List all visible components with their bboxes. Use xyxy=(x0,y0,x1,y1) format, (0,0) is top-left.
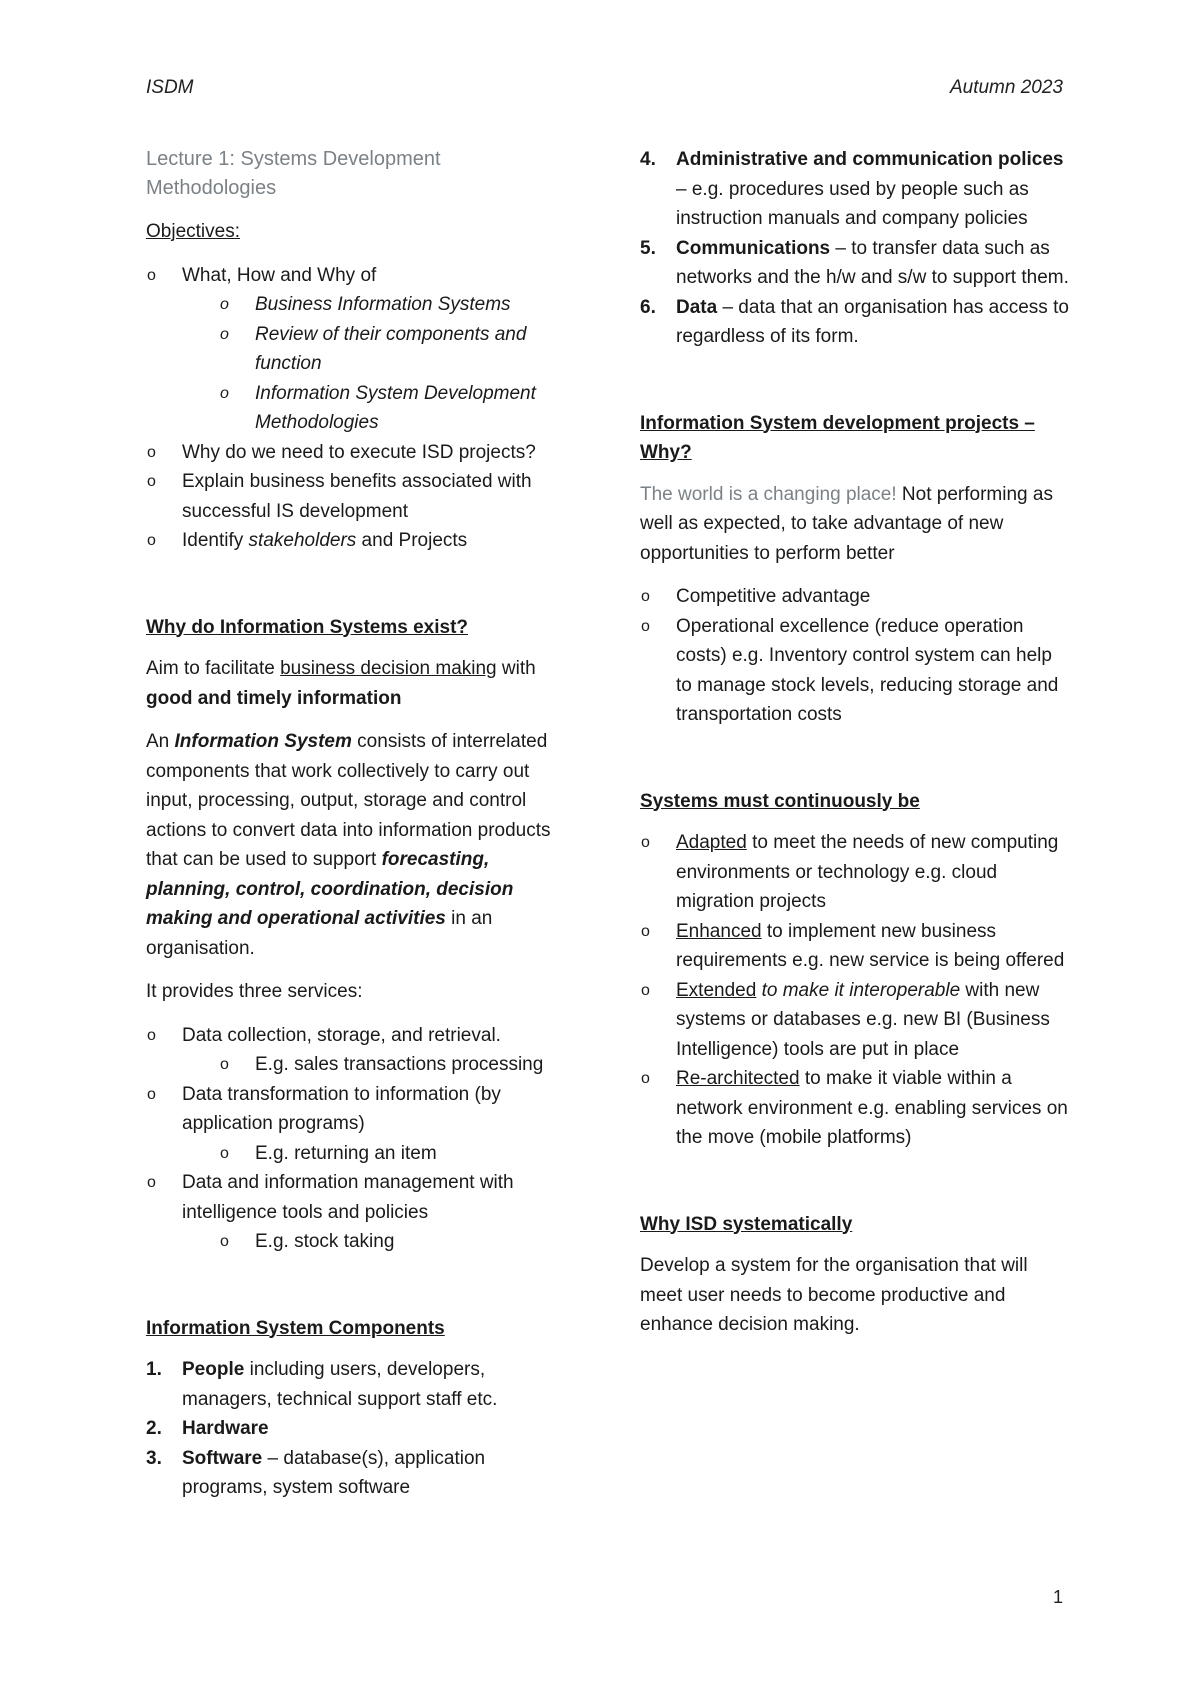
list-item xyxy=(640,1064,1070,1153)
list-item xyxy=(146,379,566,438)
list-item xyxy=(146,320,566,379)
bold-text: good and timely information xyxy=(146,687,402,709)
list-item-text: E.g. returning an item xyxy=(255,1142,437,1164)
list-number: 3. xyxy=(146,1447,162,1469)
list-number: 5. xyxy=(640,237,656,259)
underlined-text: Re-architected xyxy=(676,1068,800,1089)
bold-text: Hardware xyxy=(182,1418,269,1439)
text: to make it viable within a network environment e.g. enabling services on the move (mobile platforms) xyxy=(676,1068,1068,1148)
list-item xyxy=(146,438,566,468)
underlined-text: Adapted xyxy=(676,832,747,853)
section-heading-components: Information System Components xyxy=(146,1317,445,1339)
header-course-code: ISDM xyxy=(146,77,194,98)
list-item xyxy=(146,1227,566,1257)
bold-text: Communications xyxy=(676,237,831,259)
list-number: 4. xyxy=(640,149,656,170)
list-item xyxy=(146,1355,566,1414)
components-list-continued xyxy=(640,145,1070,352)
list-item-text: Identify xyxy=(182,530,249,551)
section-heading-why-exist: Why do Information Systems exist? xyxy=(146,616,468,638)
text: Aim to facilitate xyxy=(146,658,281,679)
list-item-text: E.g. stock taking xyxy=(255,1231,395,1252)
list-item-text: Data transformation to information (by application programs) xyxy=(182,1083,501,1134)
objectives-list xyxy=(146,261,566,556)
bold-text: Data xyxy=(676,296,718,318)
text: Not performing as well as expected, to take advantage of new opportunities to perform better xyxy=(640,483,1053,564)
text: – data that an organisation has access to regardless of its form. xyxy=(676,296,1069,347)
text: to meet the needs of new computing environments or technology e.g. cloud migration projects xyxy=(676,832,1059,912)
continuously-list xyxy=(640,828,1070,1153)
section-heading-projects-why: Information System development projects – Why? xyxy=(640,412,1035,463)
text: An xyxy=(146,731,175,752)
list-item xyxy=(146,1168,566,1227)
bold-text: People xyxy=(182,1359,245,1380)
list-item-text: Explain business benefits associated with successful IS development xyxy=(182,471,532,522)
list-item xyxy=(640,612,1070,730)
list-item xyxy=(640,582,1070,612)
list-item xyxy=(640,828,1070,917)
list-number: 1. xyxy=(146,1359,162,1380)
list-item xyxy=(146,290,566,320)
services-list xyxy=(146,1021,566,1257)
underlined-text: Extended xyxy=(676,979,757,1001)
list-number: 2. xyxy=(146,1418,162,1439)
list-item-text: Business Information Systems xyxy=(255,294,511,315)
list-item-text: Why do we need to execute ISD projects? xyxy=(182,441,536,463)
list-item-text: Information System Development Methodologies xyxy=(255,382,536,433)
list-item xyxy=(146,1050,566,1080)
bold-text: Software xyxy=(182,1447,263,1469)
list-item-text: and Projects xyxy=(356,530,468,551)
list-item xyxy=(146,526,566,556)
italic-text: to make it interoperable xyxy=(756,979,961,1001)
left-column xyxy=(146,145,566,1517)
bold-italic-text: Information System xyxy=(174,731,352,752)
text: to implement new business requirements e.g. new service is being offered xyxy=(676,920,1065,971)
list-item xyxy=(640,234,1070,293)
text: – to transfer data such as networks and the h/w and s/w to support them. xyxy=(676,237,1069,288)
list-item-text: Data collection, storage, and retrieval. xyxy=(182,1024,501,1046)
definition-paragraph xyxy=(146,727,566,963)
list-item-text: Data and information management with intelligence tools and policies xyxy=(182,1172,514,1223)
section-heading-systematically: Why ISD systematically xyxy=(640,1213,853,1235)
bold-text: Administrative and communication polices xyxy=(676,149,1064,170)
right-column xyxy=(640,145,1070,1354)
list-number: 6. xyxy=(640,296,656,318)
page-number: 1 xyxy=(1052,1587,1063,1607)
list-item xyxy=(146,1444,566,1503)
gray-text: The world is a changing place! xyxy=(640,483,897,505)
components-list xyxy=(146,1355,566,1503)
projects-list xyxy=(640,582,1070,730)
text: – database(s), application programs, system software xyxy=(182,1447,486,1498)
list-item xyxy=(640,293,1070,352)
services-intro: It provides three services: xyxy=(146,981,363,1002)
systematically-paragraph: Develop a system for the organisation that will meet user needs to become productive and enhance decision making. xyxy=(640,1255,1028,1335)
list-item xyxy=(146,1414,566,1444)
list-item-text: E.g. sales transactions processing xyxy=(255,1054,544,1075)
aim-paragraph xyxy=(146,654,566,713)
list-item-text: Operational excellence (reduce operation costs) e.g. Inventory control system can help to manage stock levels, reducing storage and transportation costs xyxy=(676,615,1059,725)
list-item xyxy=(146,467,566,526)
section-heading-continuously: Systems must continuously be xyxy=(640,790,920,812)
text: including users, developers, managers, technical support staff etc. xyxy=(182,1359,498,1410)
list-item xyxy=(146,1021,566,1051)
list-item xyxy=(146,1080,566,1139)
header-term: Autumn 2023 xyxy=(949,77,1063,98)
list-item-text: What, How and Why of xyxy=(182,264,377,286)
bold-italic-text: forecasting, planning, control, coordination, decision making and operational activities xyxy=(146,849,514,929)
list-item-text: Competitive advantage xyxy=(676,586,871,607)
list-item xyxy=(640,917,1070,976)
list-item xyxy=(146,1139,566,1169)
text: with xyxy=(496,658,536,679)
lecture-title: Lecture 1: Systems Development Methodologies xyxy=(146,148,441,199)
list-item xyxy=(640,976,1070,1065)
underlined-text: business decision making xyxy=(280,658,497,679)
list-item xyxy=(640,145,1070,234)
text: – e.g. procedures used by people such as instruction manuals and company policies xyxy=(676,178,1029,229)
objectives-heading: Objectives: xyxy=(146,221,240,242)
underlined-text: Enhanced xyxy=(676,920,762,942)
projects-intro xyxy=(640,480,1070,569)
list-item-emphasis: stakeholders xyxy=(248,530,357,551)
text: with new systems or databases e.g. new BI (Business Intelligence) tools are put in place xyxy=(676,979,1050,1060)
text: in an organisation. xyxy=(146,908,493,959)
text: consists of interrelated components that work collectively to carry out input, processing, output, storage and control actions to convert data into information products that can be used to support xyxy=(146,731,551,870)
list-item xyxy=(146,261,566,291)
list-item-text: Review of their components and function xyxy=(255,323,527,374)
